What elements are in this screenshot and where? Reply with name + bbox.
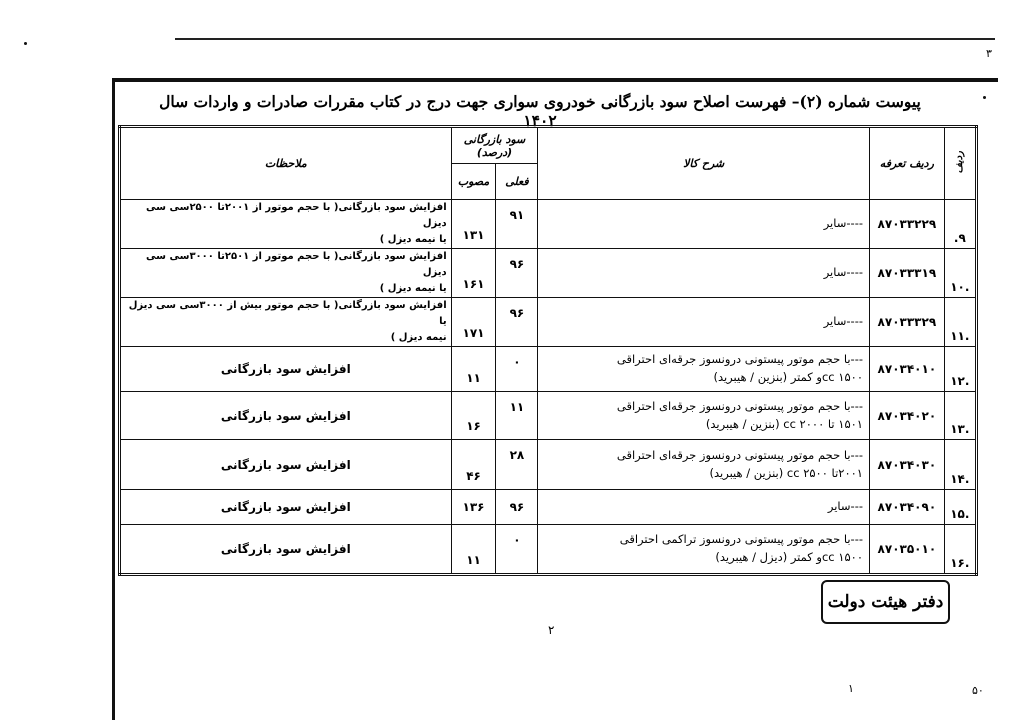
notes: افزایش سود بازرگانی bbox=[120, 347, 452, 392]
header-current: فعلی bbox=[496, 164, 538, 200]
approved-profit: ۴۶ bbox=[451, 440, 496, 490]
notes: افزایش سود بازرگانی bbox=[120, 490, 452, 525]
header-row bbox=[120, 127, 977, 164]
goods-description: ---سایر bbox=[538, 490, 870, 525]
tariff-code: ۸۷۰۳۴۰۱۰ bbox=[870, 347, 945, 392]
notes: افزایش سود بازرگانی( با حجم موتور از ۲۵۰۱تا ۳۰۰۰سی سی دیزل یا نیمه دیزل ) bbox=[120, 249, 452, 298]
current-profit: ۲۸ bbox=[496, 440, 538, 490]
row-number: .۱۶ bbox=[944, 525, 976, 575]
notes: افزایش سود بازرگانی bbox=[120, 392, 452, 440]
notes: افزایش سود بازرگانی bbox=[120, 525, 452, 575]
table-row bbox=[120, 347, 977, 392]
corner-mark-top: ۳ bbox=[986, 47, 992, 60]
tariff-code: ۸۷۰۳۳۳۱۹ bbox=[870, 249, 945, 298]
current-profit: ۹۱ bbox=[496, 200, 538, 249]
approved-profit: ۱۱ bbox=[451, 347, 496, 392]
goods-description: ----سایر bbox=[538, 249, 870, 298]
scan-dot bbox=[983, 96, 986, 99]
goods-description: ---با حجم موتور پیستونی درونسوز جرقه‌ای احتراقی cc ۱۵۰۰و کمتر (بنزین / هیبرید) bbox=[538, 347, 870, 392]
tariff-code: ۸۷۰۳۳۲۲۹ bbox=[870, 200, 945, 249]
row-number: .۱۱ bbox=[944, 298, 976, 347]
notes: افزایش سود بازرگانی( با حجم موتور از ۲۰۰۱تا ۲۵۰۰سی سی دیزل یا نیمه دیزل ) bbox=[120, 200, 452, 249]
table-row bbox=[120, 392, 977, 440]
current-profit: ۱۱ bbox=[496, 392, 538, 440]
page-number: ۲ bbox=[548, 623, 555, 637]
row-number: .۱۰ bbox=[944, 249, 976, 298]
approved-profit: ۱۷۱ bbox=[451, 298, 496, 347]
header-notes: ملاحظات bbox=[120, 127, 452, 200]
corner-mark-mid: ۱ bbox=[848, 682, 854, 695]
goods-description: ---با حجم موتور پیستونی درونسوز تراکمی احتراقی cc ۱۵۰۰و کمتر (دیزل / هیبرید) bbox=[538, 525, 870, 575]
document-title: پیوست شماره (۲)– فهرست اصلاح سود بازرگانی خودروی سواری جهت درج در کتاب مقررات صادرات و واردات سال ۱۴۰۲ bbox=[159, 92, 921, 130]
table-row bbox=[120, 490, 977, 525]
current-profit: ۰ bbox=[496, 347, 538, 392]
notes: افزایش سود بازرگانی( با حجم موتور بیش از ۳۰۰۰سی سی دیزل یا نیمه دیزل ) bbox=[120, 298, 452, 347]
header-profit: سود بازرگانی (درصد) bbox=[451, 127, 538, 164]
top-rule bbox=[175, 38, 995, 40]
tariff-code: ۸۷۰۳۴۰۳۰ bbox=[870, 440, 945, 490]
goods-description: ----سایر bbox=[538, 200, 870, 249]
approved-profit: ۱۶۱ bbox=[451, 249, 496, 298]
tariff-table bbox=[118, 125, 978, 576]
table-row bbox=[120, 200, 977, 249]
scan-dot bbox=[24, 42, 27, 45]
table-row bbox=[120, 525, 977, 575]
approved-profit: ۱۱ bbox=[451, 525, 496, 575]
current-profit: ۹۶ bbox=[496, 249, 538, 298]
goods-description: ----سایر bbox=[538, 298, 870, 347]
table-row bbox=[120, 298, 977, 347]
tariff-code: ۸۷۰۳۴۰۹۰ bbox=[870, 490, 945, 525]
approved-profit: ۱۳۱ bbox=[451, 200, 496, 249]
approved-profit: ۱۳۶ bbox=[451, 490, 496, 525]
tariff-code: ۸۷۰۳۳۳۲۹ bbox=[870, 298, 945, 347]
cabinet-office-stamp: دفتر هیئت دولت bbox=[821, 580, 950, 624]
row-number: .۱۴ bbox=[944, 440, 976, 490]
current-profit: ۹۶ bbox=[496, 298, 538, 347]
notes: افزایش سود بازرگانی bbox=[120, 440, 452, 490]
table-row bbox=[120, 440, 977, 490]
goods-description: ---با حجم موتور پیستونی درونسوز جرقه‌ای احتراقی ۲۰۰۱تا cc ۲۵۰۰ (بنزین / هیبرید) bbox=[538, 440, 870, 490]
row-number: ۹. bbox=[944, 200, 976, 249]
header-approved: مصوب bbox=[451, 164, 496, 200]
frame-top-border bbox=[113, 78, 998, 82]
current-profit: ۹۶ bbox=[496, 490, 538, 525]
tariff-code: ۸۷۰۳۵۰۱۰ bbox=[870, 525, 945, 575]
tariff-code: ۸۷۰۳۴۰۲۰ bbox=[870, 392, 945, 440]
row-number: .۱۳ bbox=[944, 392, 976, 440]
header-tariff-code: ردیف تعرفه bbox=[870, 127, 945, 200]
table-row bbox=[120, 249, 977, 298]
header-row-number: ردیف bbox=[944, 127, 976, 200]
row-number: .۱۵ bbox=[944, 490, 976, 525]
goods-description: ---با حجم موتور پیستونی درونسوز جرقه‌ای احتراقی ۱۵۰۱ تا cc ۲۰۰۰ (بنزین / هیبرید) bbox=[538, 392, 870, 440]
frame-left-border bbox=[112, 78, 115, 720]
current-profit: ۰ bbox=[496, 525, 538, 575]
approved-profit: ۱۶ bbox=[451, 392, 496, 440]
header-description: شرح کالا bbox=[538, 127, 870, 200]
row-number: .۱۲ bbox=[944, 347, 976, 392]
corner-mark-bottom: ۵۰ bbox=[972, 684, 984, 697]
